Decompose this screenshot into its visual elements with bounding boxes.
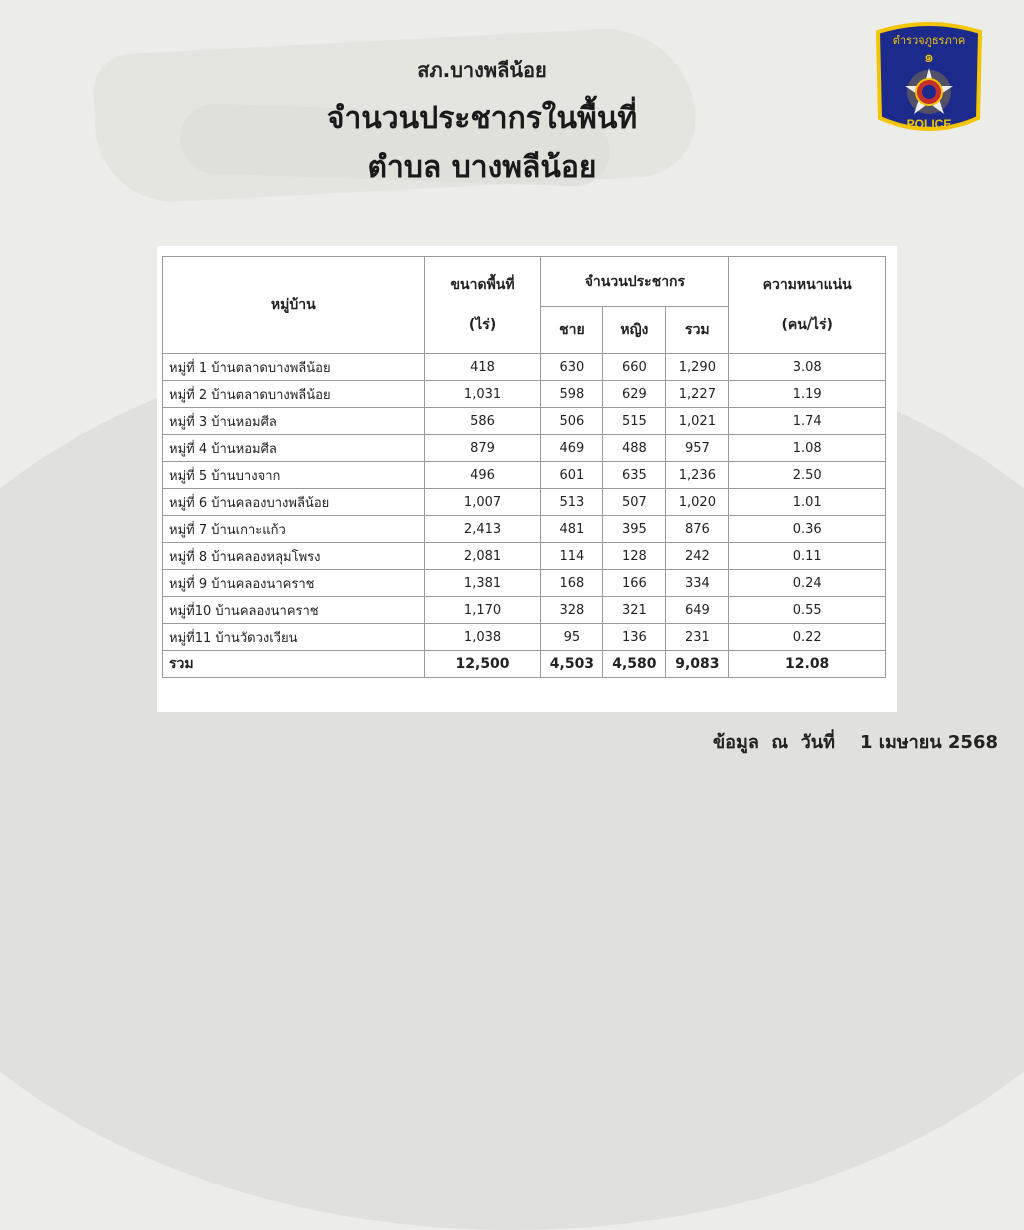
cell-density: 0.55	[729, 597, 886, 624]
cell-density: 0.22	[729, 624, 886, 651]
population-table-card	[157, 246, 897, 712]
cell-male: 4,503	[541, 651, 603, 678]
cell-female: 507	[603, 489, 666, 516]
population-table	[162, 256, 886, 678]
cell-density: 3.08	[729, 354, 886, 381]
cell-total: 1,236	[666, 462, 729, 489]
station-name: สภ.บางพลีน้อย	[417, 58, 547, 82]
table-row	[163, 435, 886, 462]
cell-name: หมู่ที่ 9 บ้านคลองนาคราช	[163, 570, 425, 597]
cell-area: 879	[424, 435, 541, 462]
cell-male: 469	[541, 435, 603, 462]
cell-name: หมู่ที่11 บ้านวัดวงเวียน	[163, 624, 425, 651]
cell-male: 95	[541, 624, 603, 651]
cell-name: หมู่ที่10 บ้านคลองนาคราช	[163, 597, 425, 624]
cell-total: 649	[666, 597, 729, 624]
cell-female: 635	[603, 462, 666, 489]
cell-male: 513	[541, 489, 603, 516]
cell-total: 876	[666, 516, 729, 543]
table-row	[163, 462, 886, 489]
cell-name: หมู่ที่ 4 บ้านหอมศีล	[163, 435, 425, 462]
data-date-note: ข้อมูล ณ วันที่ 1 เมษายน 2568	[712, 732, 998, 753]
cell-name: รวม	[163, 651, 425, 678]
cell-male: 114	[541, 543, 603, 570]
cell-female: 321	[603, 597, 666, 624]
header-male: ชาย	[541, 307, 603, 354]
table-body	[163, 354, 886, 678]
cell-total: 242	[666, 543, 729, 570]
cell-total: 231	[666, 624, 729, 651]
table-row	[163, 597, 886, 624]
cell-area: 418	[424, 354, 541, 381]
cell-name: หมู่ที่ 3 บ้านหอมศีล	[163, 408, 425, 435]
cell-density: 0.24	[729, 570, 886, 597]
page-subtitle: ตำบล บางพลีน้อย	[367, 150, 597, 185]
cell-name: หมู่ที่ 5 บ้านบางจาก	[163, 462, 425, 489]
cell-density: 1.74	[729, 408, 886, 435]
table-row	[163, 624, 886, 651]
cell-area: 1,031	[424, 381, 541, 408]
cell-total: 1,290	[666, 354, 729, 381]
page-title: จำนวนประชากรในพื้นที่	[326, 101, 638, 136]
cell-total: 1,020	[666, 489, 729, 516]
table-row	[163, 516, 886, 543]
cell-female: 395	[603, 516, 666, 543]
cell-area: 586	[424, 408, 541, 435]
cell-total: 9,083	[666, 651, 729, 678]
cell-female: 166	[603, 570, 666, 597]
cell-total: 1,227	[666, 381, 729, 408]
cell-male: 630	[541, 354, 603, 381]
cell-area: 1,007	[424, 489, 541, 516]
cell-female: 4,580	[603, 651, 666, 678]
header-population: จำนวนประชากร	[541, 257, 729, 307]
cell-total: 334	[666, 570, 729, 597]
table-row	[163, 543, 886, 570]
cell-area: 2,081	[424, 543, 541, 570]
header-female: หญิง	[603, 307, 666, 354]
cell-density: 1.08	[729, 435, 886, 462]
cell-density: 0.11	[729, 543, 886, 570]
police-badge-logo	[870, 22, 988, 136]
cell-area: 1,381	[424, 570, 541, 597]
table-row	[163, 381, 886, 408]
cell-name: หมู่ที่ 8 บ้านคลองหลุมโพรง	[163, 543, 425, 570]
badge-bottom-text: POLICE	[906, 117, 952, 131]
cell-density: 2.50	[729, 462, 886, 489]
table-row	[163, 408, 886, 435]
cell-female: 128	[603, 543, 666, 570]
header-density: ความหนาแน่น (คน/ไร่)	[729, 257, 886, 354]
cell-total: 957	[666, 435, 729, 462]
total-row	[163, 651, 886, 678]
cell-male: 506	[541, 408, 603, 435]
cell-area: 2,413	[424, 516, 541, 543]
cell-male: 601	[541, 462, 603, 489]
badge-top-text: ตำรวจภูธรภาค	[892, 34, 966, 47]
cell-area: 12,500	[424, 651, 541, 678]
cell-density: 1.19	[729, 381, 886, 408]
cell-female: 136	[603, 624, 666, 651]
cell-male: 328	[541, 597, 603, 624]
cell-male: 168	[541, 570, 603, 597]
header-area: ขนาดพื้นที่ (ไร่)	[424, 257, 541, 354]
table-row	[163, 354, 886, 381]
cell-name: หมู่ที่ 2 บ้านตลาดบางพลีน้อย	[163, 381, 425, 408]
cell-female: 660	[603, 354, 666, 381]
badge-number: ๑	[923, 47, 935, 66]
cell-male: 481	[541, 516, 603, 543]
cell-density: 1.01	[729, 489, 886, 516]
cell-name: หมู่ที่ 1 บ้านตลาดบางพลีน้อย	[163, 354, 425, 381]
cell-female: 488	[603, 435, 666, 462]
table-row	[163, 570, 886, 597]
cell-area: 1,038	[424, 624, 541, 651]
header-village: หมู่บ้าน	[163, 257, 425, 354]
cell-total: 1,021	[666, 408, 729, 435]
header-total: รวม	[666, 307, 729, 354]
cell-density: 0.36	[729, 516, 886, 543]
cell-name: หมู่ที่ 7 บ้านเกาะแก้ว	[163, 516, 425, 543]
cell-name: หมู่ที่ 6 บ้านคลองบางพลีน้อย	[163, 489, 425, 516]
cell-male: 598	[541, 381, 603, 408]
cell-female: 629	[603, 381, 666, 408]
cell-female: 515	[603, 408, 666, 435]
cell-density: 12.08	[729, 651, 886, 678]
cell-area: 496	[424, 462, 541, 489]
table-row	[163, 489, 886, 516]
cell-area: 1,170	[424, 597, 541, 624]
